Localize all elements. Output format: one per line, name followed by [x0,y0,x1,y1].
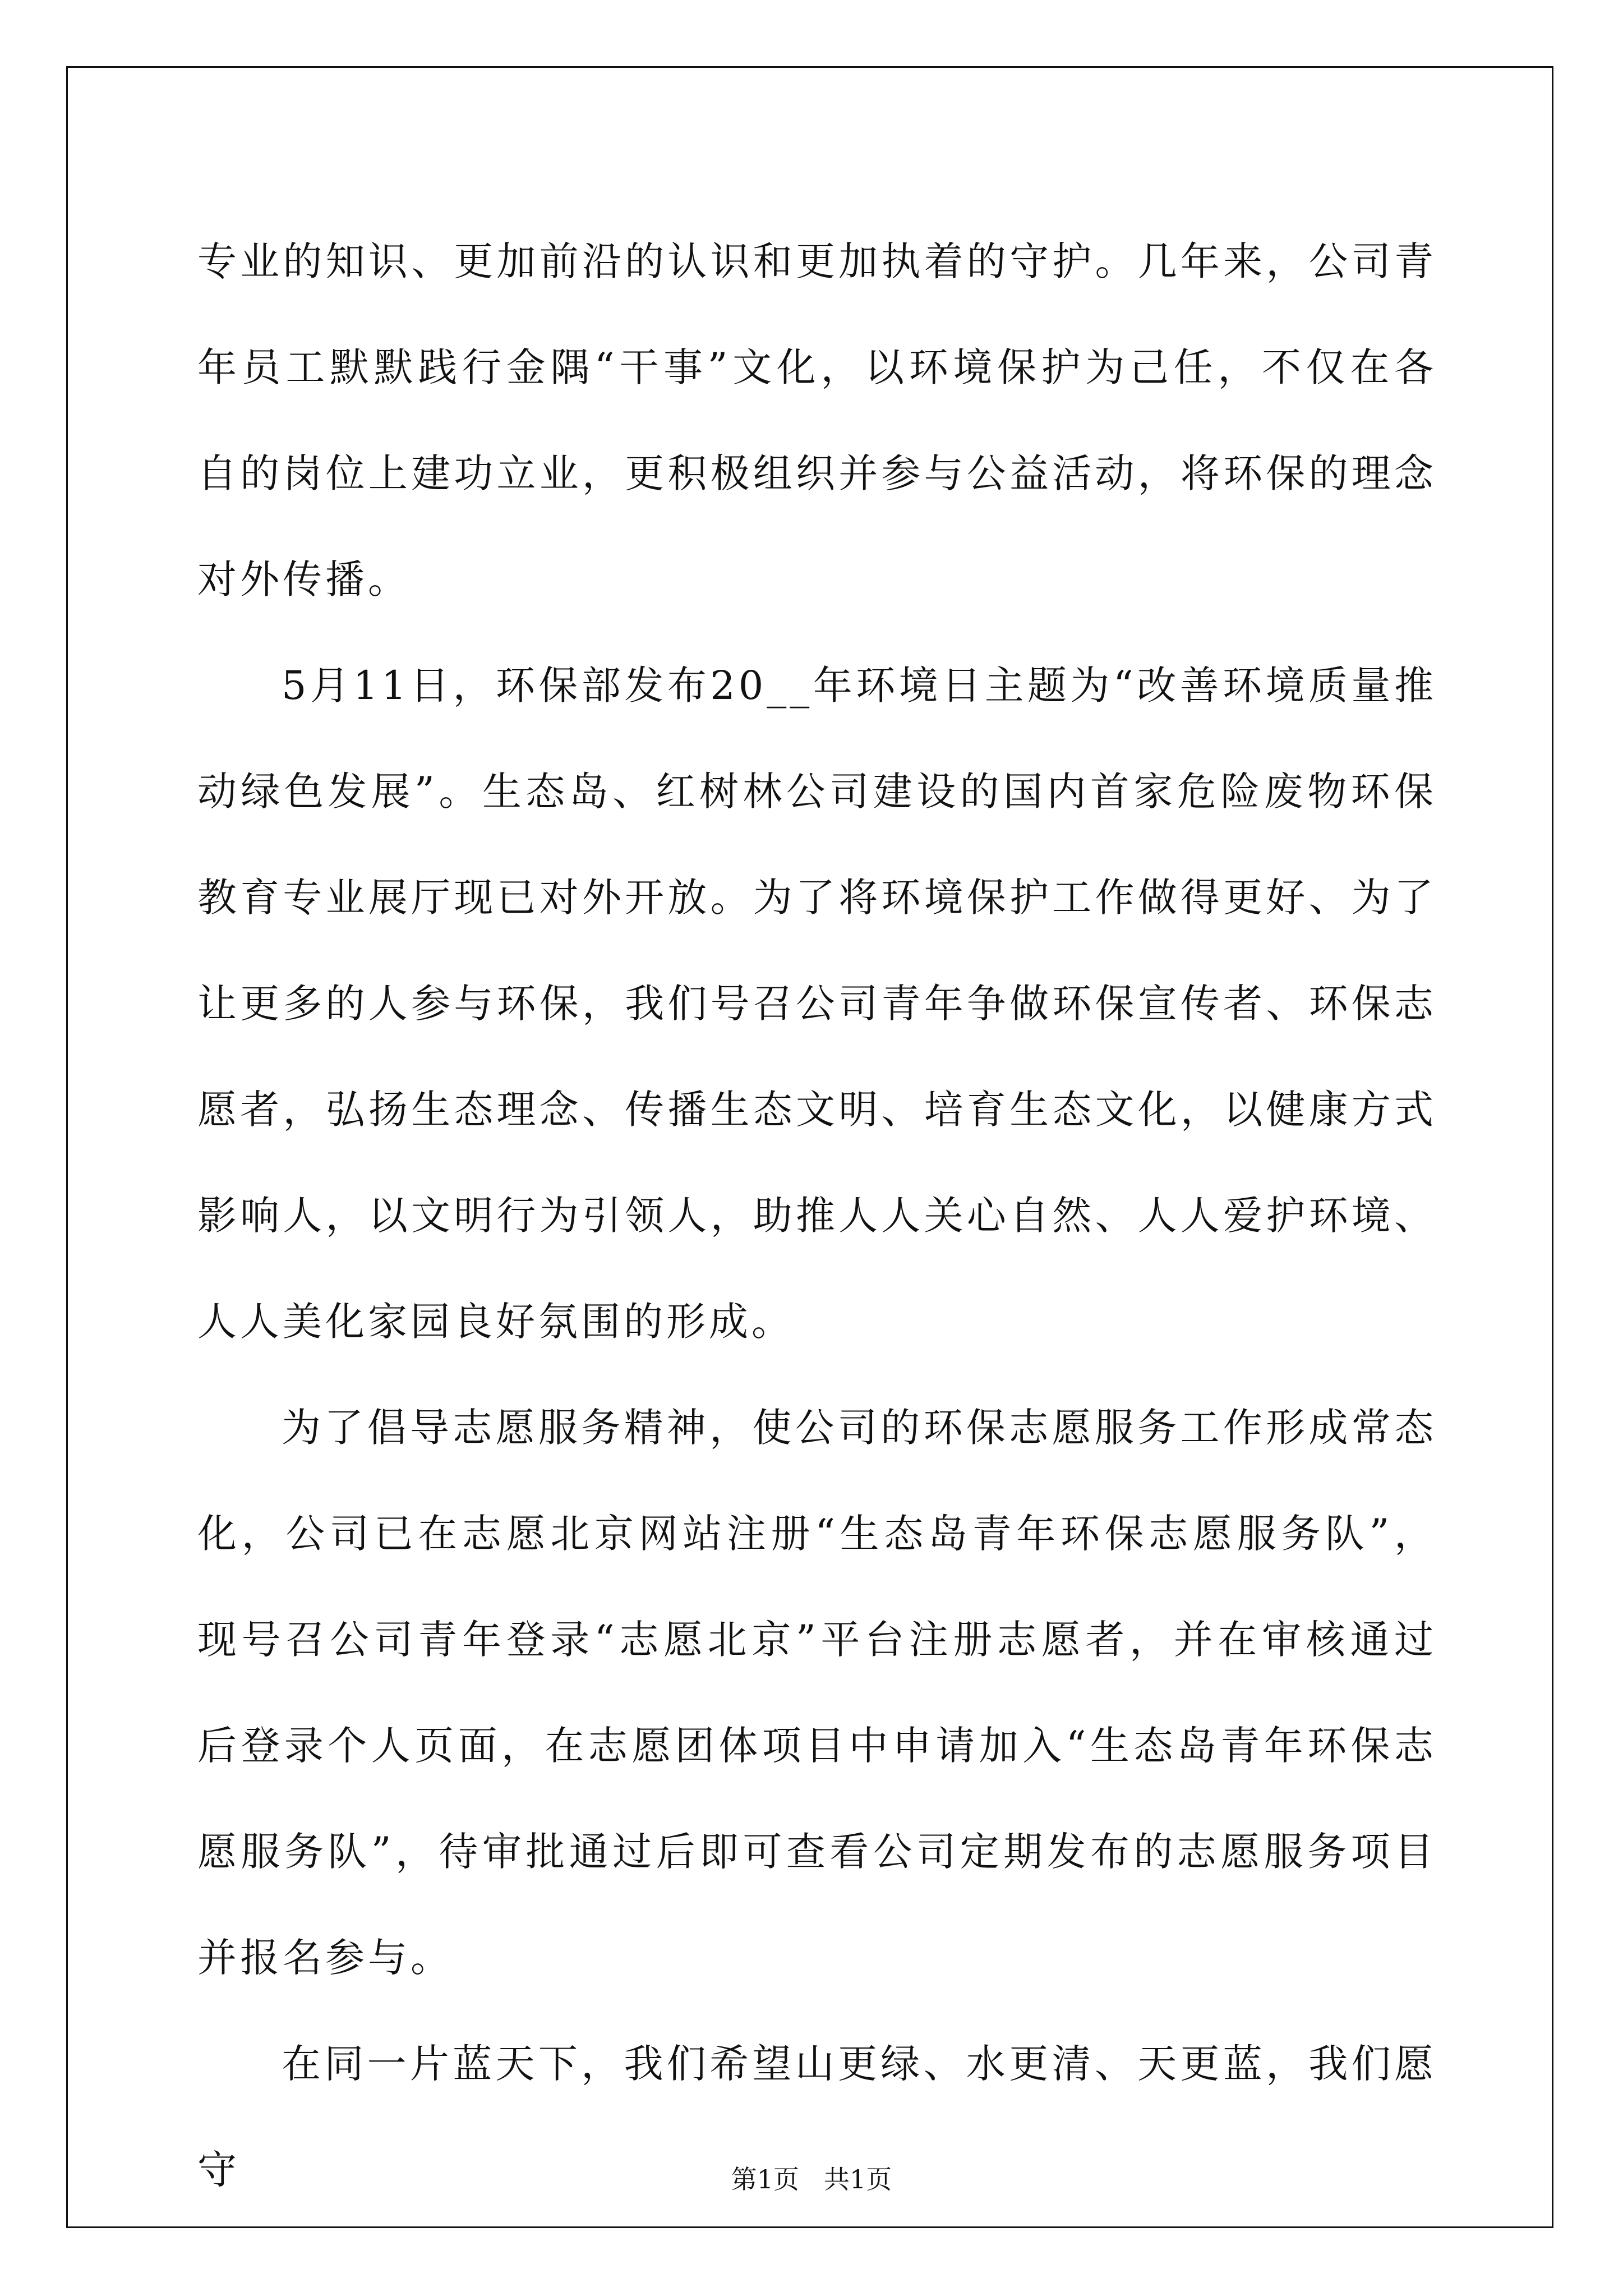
paragraph-3: 为了倡导志愿服务精神，使公司的环保志愿服务工作形成常态化，公司已在志愿北京网站注册“生态岛青年环保志愿服务队”，现号召公司青年登录“志愿北京”平台注册志愿者，并在审核通过后登录个人页面，在志愿团体项目中申请加入“生态岛青年环保志愿服务队”，待审批通过后即可查看公司定期发布的志愿服务项目并报名参与。 [197,1405,1437,1981]
paragraph-2: 5月11日，环保部发布20__年环境日主题为“改善环境质量推动绿色发展”。生态岛、红树林公司建设的国内首家危险废物环保教育专业展厅现已对外开放。为了将环境保护工作做得更好、为了让更多的人参与环保，我们号召公司青年争做环保宣传者、环保志愿者，弘扬生态理念、传播生态文明、培育生态文化，以健康方式影响人，以文明行为引领人，助推人人关心自然、人人爱护环境、人人美化家园良好氛围的形成。 [197,662,1437,1345]
page-total: 共1页 [823,2164,892,2194]
page-number: 第1页 [731,2164,800,2194]
footer-spacer [799,2164,824,2194]
page-footer [0,2162,1623,2196]
paragraph-4: 在同一片蓝天下，我们希望山更绿、水更清、天更蓝，我们愿守 [197,2041,1437,2193]
paragraph-1: 专业的知识、更加前沿的认识和更加执着的守护。几年来，公司青年员工默默践行金隅“干事”文化，以环境保护为己任，不仅在各自的岗位上建功立业，更积极组织并参与公益活动，将环保的理念对外传播。 [197,238,1437,602]
document-body [197,209,1437,2223]
